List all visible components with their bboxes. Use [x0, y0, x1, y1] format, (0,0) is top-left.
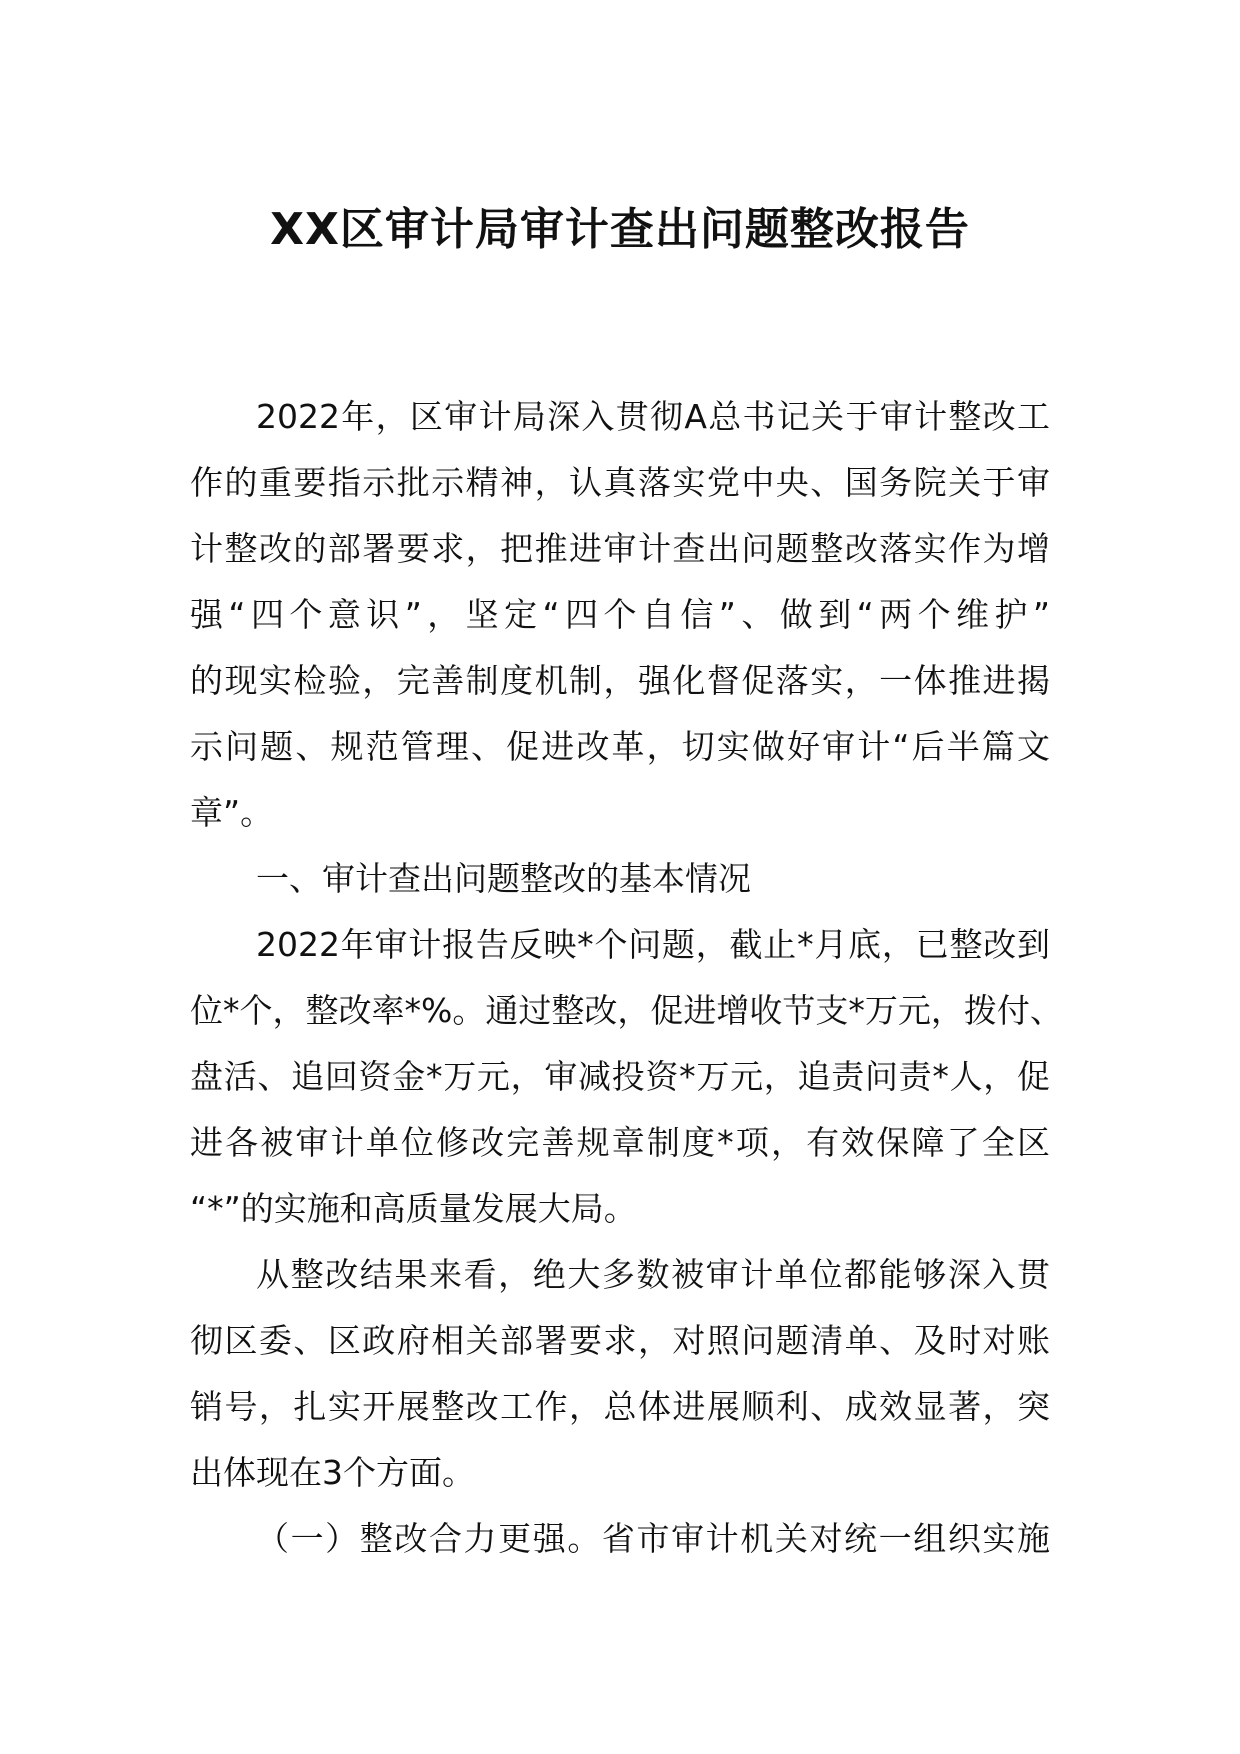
body-line: 章”。 — [190, 793, 274, 832]
body-line: 的现实检验，完善制度机制，强化督促落实，一体推进揭 — [190, 661, 1050, 700]
document-body — [190, 384, 1063, 1572]
body-line: 示问题、规范管理、促进改革，切实做好审计“后半篇文 — [190, 727, 1050, 766]
body-line: “*”的实施和高质量发展大局。 — [190, 1189, 637, 1228]
body-line: 2022年审计报告反映*个问题，截止*月底，已整改到 — [256, 925, 1050, 964]
body-line: 出体现在3个方面。 — [190, 1453, 475, 1492]
body-line: （一）整改合力更强。省市审计机关对统一组织实施 — [256, 1519, 1050, 1558]
body-line: 位*个，整改率*%。通过整改，促进增收节支*万元，拨付、 — [190, 991, 1063, 1030]
body-line: 一、审计查出问题整改的基本情况 — [256, 859, 751, 898]
body-line: 强“四个意识”，坚定“四个自信”、做到“两个维护” — [190, 595, 1050, 634]
document-title: XX区审计局审计查出问题整改报告 — [270, 204, 970, 255]
body-line: 进各被审计单位修改完善规章制度*项，有效保障了全区 — [190, 1123, 1050, 1162]
body-line: 彻区委、区政府相关部署要求，对照问题清单、及时对账 — [190, 1321, 1050, 1360]
body-line: 计整改的部署要求，把推进审计查出问题整改落实作为增 — [190, 529, 1050, 568]
body-line: 从整改结果来看，绝大多数被审计单位都能够深入贯 — [256, 1255, 1050, 1294]
body-line: 盘活、追回资金*万元，审减投资*万元，追责问责*人，促 — [190, 1057, 1050, 1096]
body-line: 作的重要指示批示精神，认真落实党中央、国务院关于审 — [190, 463, 1050, 502]
body-line: 销号，扎实开展整改工作，总体进展顺利、成效显著，突 — [190, 1387, 1050, 1426]
body-line: 2022年，区审计局深入贯彻A总书记关于审计整改工 — [256, 397, 1050, 436]
